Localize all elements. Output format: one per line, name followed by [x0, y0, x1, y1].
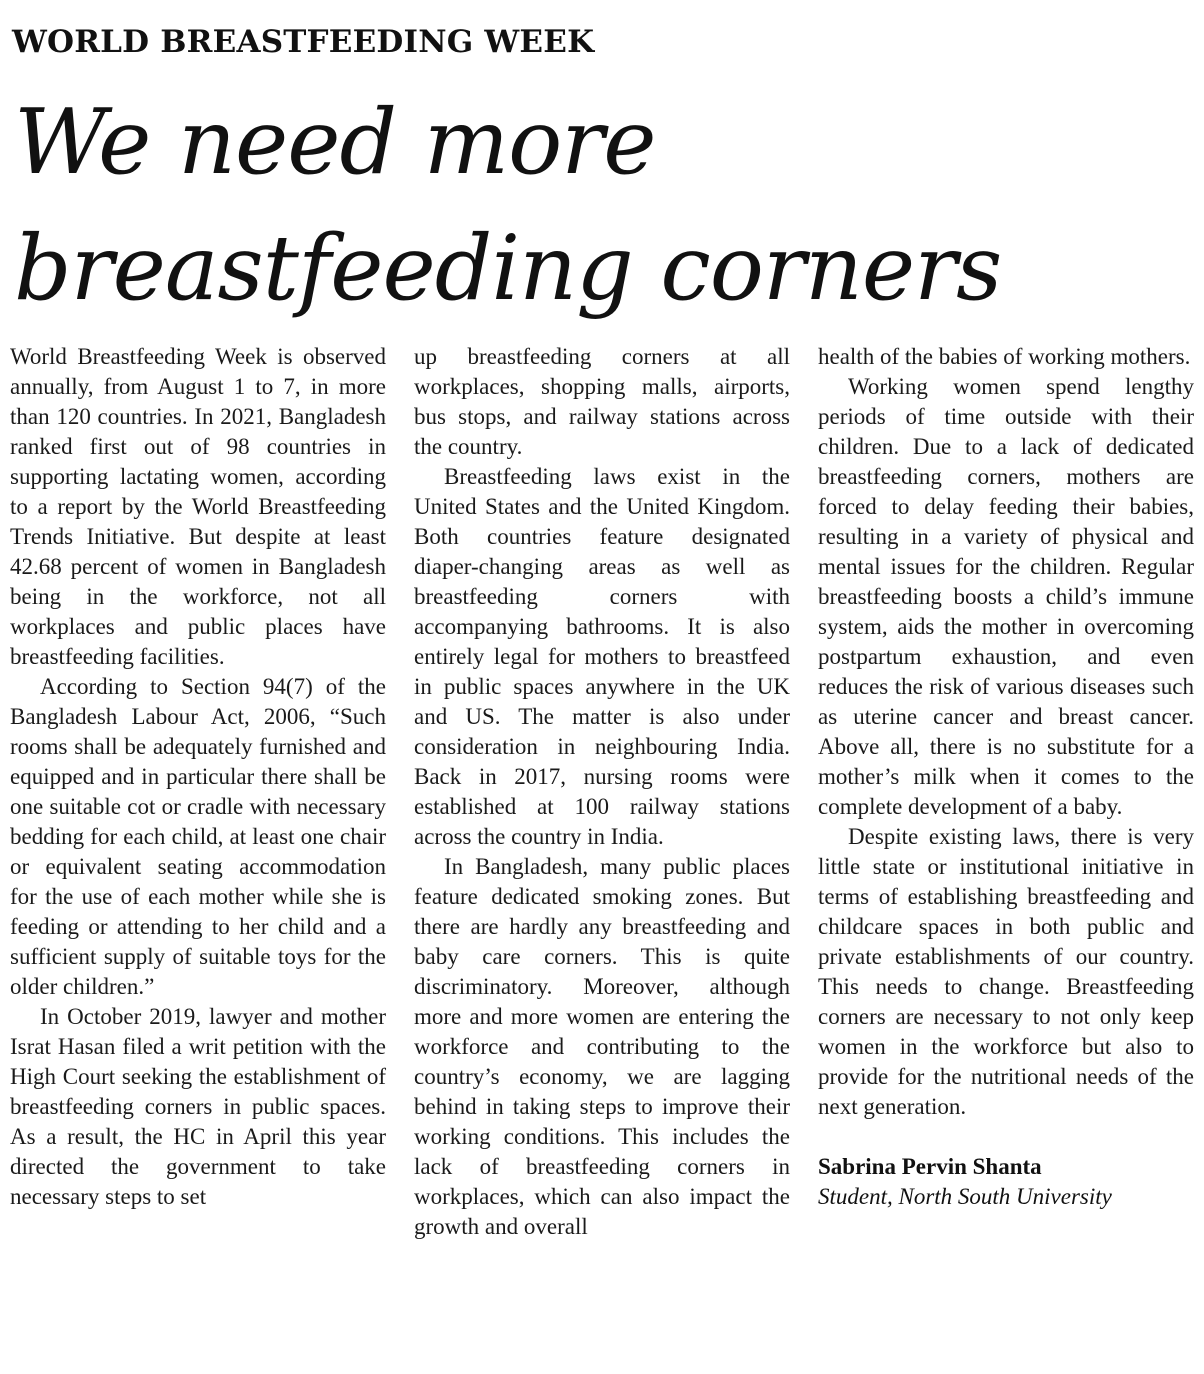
paragraph: In October 2019, lawyer and mother Israt Hasan filed a writ petition with the High Court seeking the establishment of breastfeeding corners in public spaces. As a result, the HC in April this year directed the government to take necessary steps to set: [10, 1004, 386, 1209]
paragraph: World Breastfeeding Week is observed annually, from August 1 to 7, in more than 120 countries. In 2021, Bangladesh ranked first out of 98 countries in supporting lactating women, according to a report by the World Breastfeeding Trends Initiative. But despite at least 42.68 percent of women in Bangladesh being in the workforce, not all workplaces and public places have breastfeeding facilities.: [10, 344, 386, 669]
author-affiliation: Student, North South University: [818, 1184, 1112, 1209]
paragraph: Working women spend lengthy periods of time outside with their children. Due to a lack of dedicated breastfeeding corners, mothers are forced to delay feeding their babies, resulting in a variety of physical and mental issues for the children. Regular breastfeeding boosts a child’s immune system, aids the mother in overcoming postpartum exhaustion, and even reduces the risk of various diseases such as uterine cancer and breast cancer. Above all, there is no substitute for a mother’s milk when it comes to the complete development of a baby.: [818, 374, 1194, 819]
headline-line-1: We need more: [14, 90, 656, 195]
paragraph: health of the babies of working mothers.: [818, 344, 1191, 369]
section-kicker: WORLD BREASTFEEDING WEEK: [12, 24, 595, 60]
author-name: Sabrina Pervin Shanta: [818, 1154, 1042, 1179]
article-column-2: [414, 342, 790, 1242]
article-column-3: [818, 342, 1194, 1212]
paragraph: Despite existing laws, there is very little state or institutional initiative in terms of establishing breastfeeding and childcare spaces in both public and private establishments of our country. This needs to change. Breastfeeding corners are necessary to not only keep women in the workforce but also to provide for the nutritional needs of the next generation.: [818, 824, 1194, 1119]
paragraph: In Bangladesh, many public places feature dedicated smoking zones. But there are hardly any breastfeeding and baby care corners. This is quite discriminatory. Moreover, although more and more women are entering the workforce and contributing to the country’s economy, we are lagging behind in taking steps to improve their working conditions. This includes the lack of breastfeeding corners in workplaces, which can also impact the growth and overall: [414, 854, 790, 1239]
paragraph: According to Section 94(7) of the Bangladesh Labour Act, 2006, “Such rooms shall be adequately furnished and equipped and in particular there shall be one suitable cot or cradle with necessary bedding for each child, at least one chair or equivalent seating accommodation for the use of each mother while she is feeding or attending to her child and a sufficient supply of suitable toys for the older children.”: [10, 674, 386, 999]
article-column-1: [10, 342, 386, 1212]
paragraph: Breastfeeding laws exist in the United States and the United Kingdom. Both countries feature designated diaper-changing areas as well as breastfeeding corners with accompanying bathrooms. It is also entirely legal for mothers to breastfeed in public spaces anywhere in the UK and US. The matter is also under consideration in neighbouring India. Back in 2017, nursing rooms were established at 100 railway stations across the country in India.: [414, 464, 790, 849]
article-headline: [14, 80, 1194, 332]
paragraph: up breastfeeding corners at all workplaces, shopping malls, airports, bus stops, and railway stations across the country.: [414, 344, 790, 459]
headline-line-2: breastfeeding corners: [14, 216, 1002, 321]
